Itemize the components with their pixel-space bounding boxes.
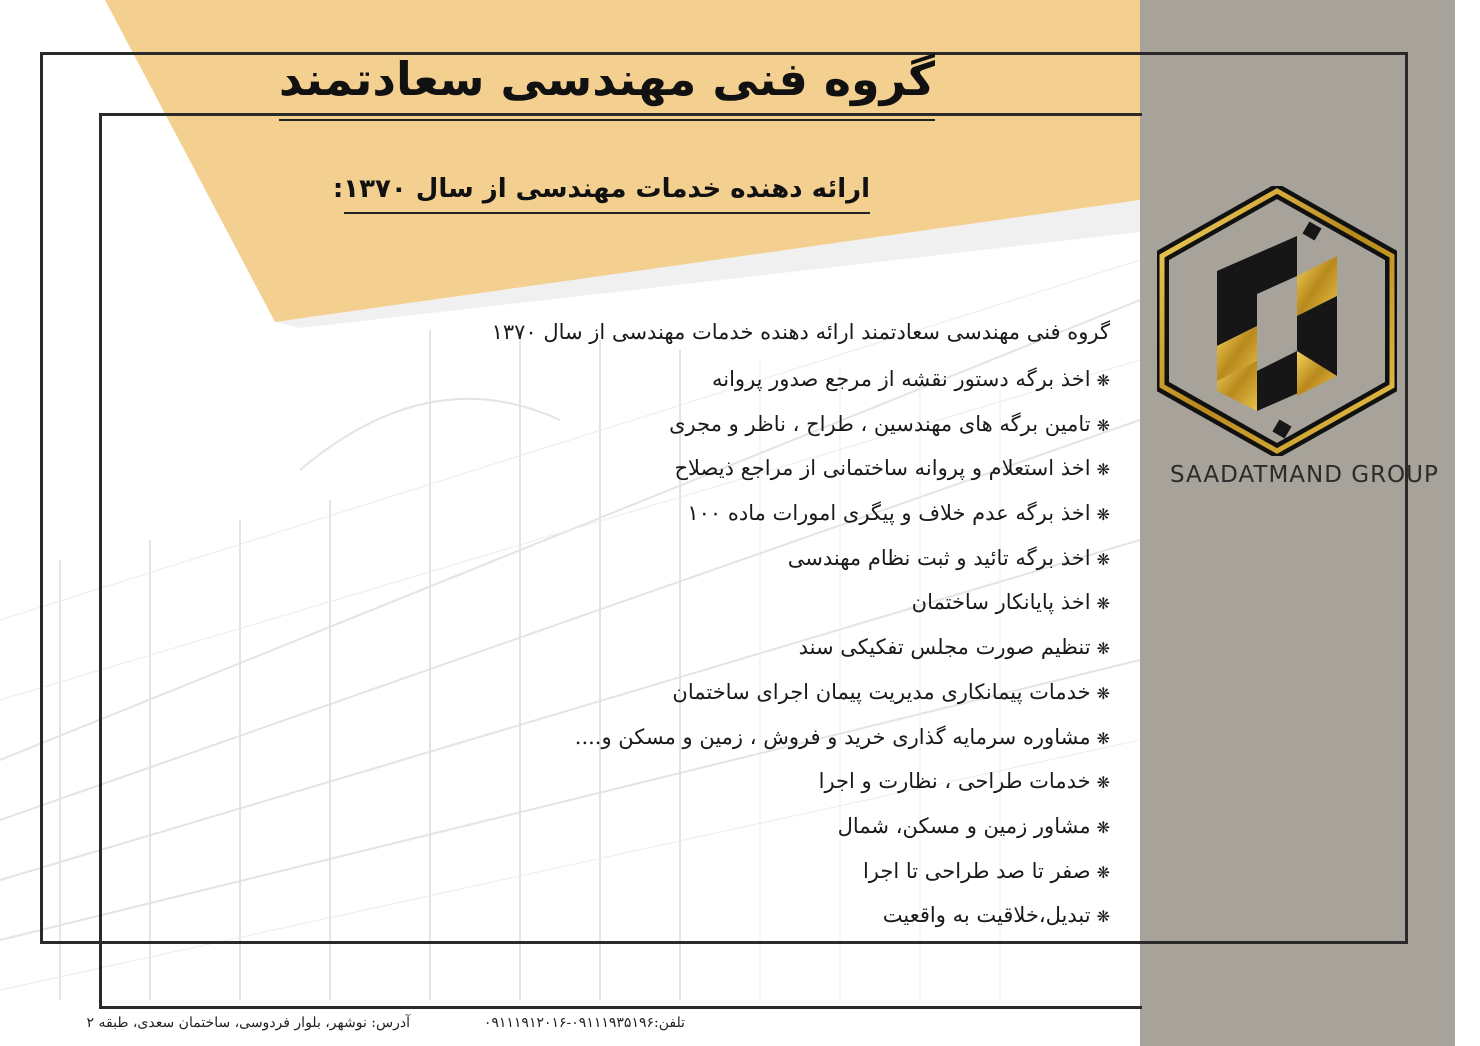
brand-name: SAADATMAND GROUP	[1170, 462, 1439, 488]
service-text: تامین برگه های مهندسین ، طراح ، ناظر و مجری	[669, 411, 1091, 436]
bullet-icon: ❋	[1096, 505, 1110, 525]
services-content	[410, 313, 1110, 938]
service-text: مشاور زمین و مسکن، شمال	[837, 813, 1091, 838]
page-title: گروه فنی مهندسی سعادتمند	[278, 52, 935, 106]
service-item	[410, 804, 1110, 849]
intro-text: گروه فنی مهندسی سعادتمند ارائه دهنده خدمات مهندسی از سال ۱۳۷۰	[491, 320, 1110, 344]
bullet-icon: ❋	[1096, 773, 1110, 793]
service-item	[410, 849, 1110, 894]
title-underline	[279, 119, 935, 121]
bullet-icon: ❋	[1096, 460, 1110, 480]
service-item	[410, 357, 1110, 402]
bullet-icon: ❋	[1096, 728, 1110, 748]
service-item	[410, 536, 1110, 581]
service-item	[410, 446, 1110, 491]
service-text: صفر تا صد طراحی تا اجرا	[862, 858, 1091, 883]
service-text: اخذ پایانکار ساختمان	[911, 590, 1091, 615]
service-text: مشاوره سرمایه گذاری خرید و فروش ، زمین و مسکن و....	[574, 724, 1091, 749]
subtitle-underline	[344, 212, 870, 214]
service-item	[410, 759, 1110, 804]
bullet-icon: ❋	[1096, 371, 1110, 390]
service-text: تنظیم صورت مجلس تفکیکی سند	[798, 635, 1091, 660]
bullet-icon: ❋	[1096, 862, 1110, 882]
service-text: خدمات طراحی ، نظارت و اجرا	[818, 769, 1091, 794]
bullet-icon: ❋	[1096, 415, 1110, 435]
hexagon-s-logo-icon	[1157, 186, 1397, 456]
service-text: اخذ برگه تائید و ثبت نظام مهندسی	[787, 545, 1091, 570]
bullet-icon: ❋	[1096, 683, 1110, 703]
bullet-icon: ❋	[1096, 594, 1110, 614]
page-subtitle: ارائه دهنده خدمات مهندسی از سال ۱۳۷۰:	[332, 174, 870, 204]
footer-phone: تلفن:۰۹۱۱۱۹۳۵۱۹۶-۰۹۱۱۱۹۱۲۰۱۶	[483, 1015, 685, 1031]
service-text: تبدیل،خلاقیت به واقعیت	[882, 903, 1091, 928]
service-text: اخذ برگه عدم خلاف و پیگری امورات ماده ۱۰۰	[687, 501, 1091, 526]
services-list	[410, 357, 1110, 938]
bullet-icon: ❋	[1096, 817, 1110, 837]
service-item	[410, 402, 1110, 447]
footer-address: آدرس: نوشهر، بلوار فردوسی، ساختمان سعدی، طبقه ۲	[86, 1015, 410, 1031]
bullet-icon: ❋	[1096, 549, 1110, 569]
service-item	[410, 715, 1110, 760]
service-text: اخذ استعلام و پروانه ساختمانی از مراجع ذیصلاح	[674, 456, 1091, 481]
service-item	[410, 625, 1110, 670]
service-item	[410, 893, 1110, 938]
service-item	[410, 580, 1110, 625]
bullet-icon: ❋	[1096, 907, 1110, 927]
service-text: اخذ برگه دستور نقشه از مرجع صدور پروانه	[711, 367, 1091, 391]
service-item	[410, 491, 1110, 536]
bullet-icon: ❋	[1096, 639, 1110, 659]
page-edge-strip	[1455, 0, 1480, 1046]
service-text: خدمات پیمانکاری مدیریت پیمان اجرای ساختمان	[672, 679, 1091, 704]
service-item	[410, 670, 1110, 715]
